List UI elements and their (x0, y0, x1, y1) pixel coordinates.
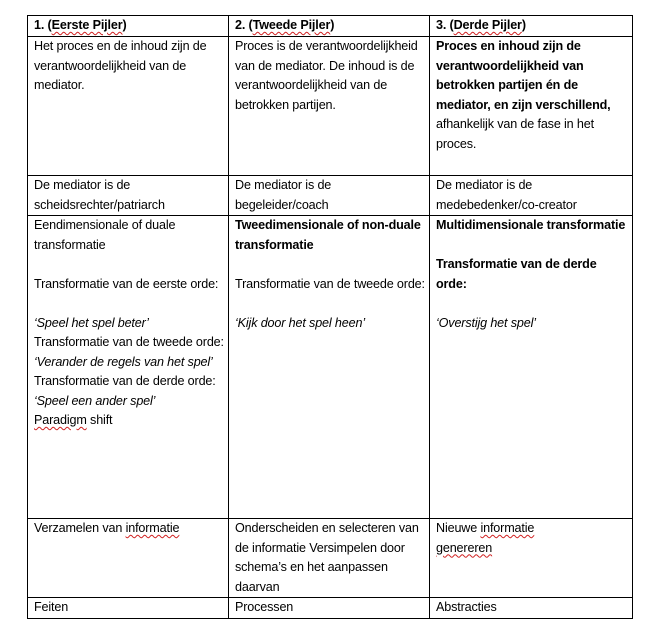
cell-responsibility-1: Het proces en de inhoud zijn de verantwoordelijkheid van de mediator. (28, 37, 229, 176)
transformation-order: Transformatie van de derde orde: (436, 257, 597, 291)
cell-level-3: Abstracties (430, 598, 633, 619)
table-row-transformation (28, 216, 633, 519)
cell-information-2: Onderscheiden en selecteren van de informatie Versimpelen door schema’s en het aanpassen daarvan (229, 519, 430, 598)
transformation-quote: ‘Speel het spel beter’ (34, 315, 149, 330)
cell-transformation-2 (229, 216, 430, 519)
cell-responsibility-3: Proces en inhoud zijn de verantwoordelijkheid van betrokken partijen én de mediator, en zijn verschillend, afhankelijk van de fase in het proces. (430, 37, 633, 176)
transformation-title: Eendimensionale of duale transformatie (34, 218, 176, 252)
cell-information-1: Verzamelen van informatie (28, 519, 229, 598)
cell-information-3: Nieuwe informatie genereren (430, 519, 633, 598)
cell-transformation-1 (28, 216, 229, 519)
table-row-mediator-role (28, 176, 633, 216)
transformation-quote: ‘Kijk door het spel heen’ (235, 315, 365, 330)
table-row-level (28, 598, 633, 619)
transformation-order: Transformatie van de tweede orde: (34, 335, 224, 349)
table-row-responsibility (28, 37, 633, 176)
transformation-quote: ‘Overstijg het spel’ (436, 315, 536, 330)
transformation-title: Multidimensionale transformatie (436, 218, 626, 232)
transformation-order: Transformatie van de eerste orde: (34, 276, 219, 291)
transformation-order: Transformatie van de derde orde: (34, 374, 216, 388)
header-tweede-pijler: 2. (Tweede Pijler) (229, 16, 430, 37)
cell-transformation-3 (430, 216, 633, 519)
paradigm-shift: Paradigm shift (34, 413, 113, 427)
header-row (28, 16, 633, 37)
transformation-title: Tweedimensionale of non-duale transformatie (235, 218, 421, 252)
cell-mediator-role-1: De mediator is de scheidsrechter/patriarch (28, 176, 229, 216)
cell-mediator-role-3: De mediator is de medebedenker/co-creator (430, 176, 633, 216)
table-row-information (28, 519, 633, 598)
header-derde-pijler: 3. (Derde Pijler) (430, 16, 633, 37)
header-eerste-pijler: 1. (Eerste Pijler) (28, 16, 229, 37)
cell-mediator-role-2: De mediator is de begeleider/coach (229, 176, 430, 216)
cell-level-1: Feiten (28, 598, 229, 619)
pillars-table (27, 15, 633, 619)
transformation-quote: ‘Verander de regels van het spel’ (34, 354, 213, 369)
cell-level-2: Processen (229, 598, 430, 619)
transformation-order: Transformatie van de tweede orde: (235, 276, 425, 291)
transformation-quote: ‘Speel een ander spel’ (34, 393, 156, 408)
cell-responsibility-2: Proces is de verantwoordelijkheid van de mediator. De inhoud is de verantwoordelijkheid van de betrokken partijen. (229, 37, 430, 176)
